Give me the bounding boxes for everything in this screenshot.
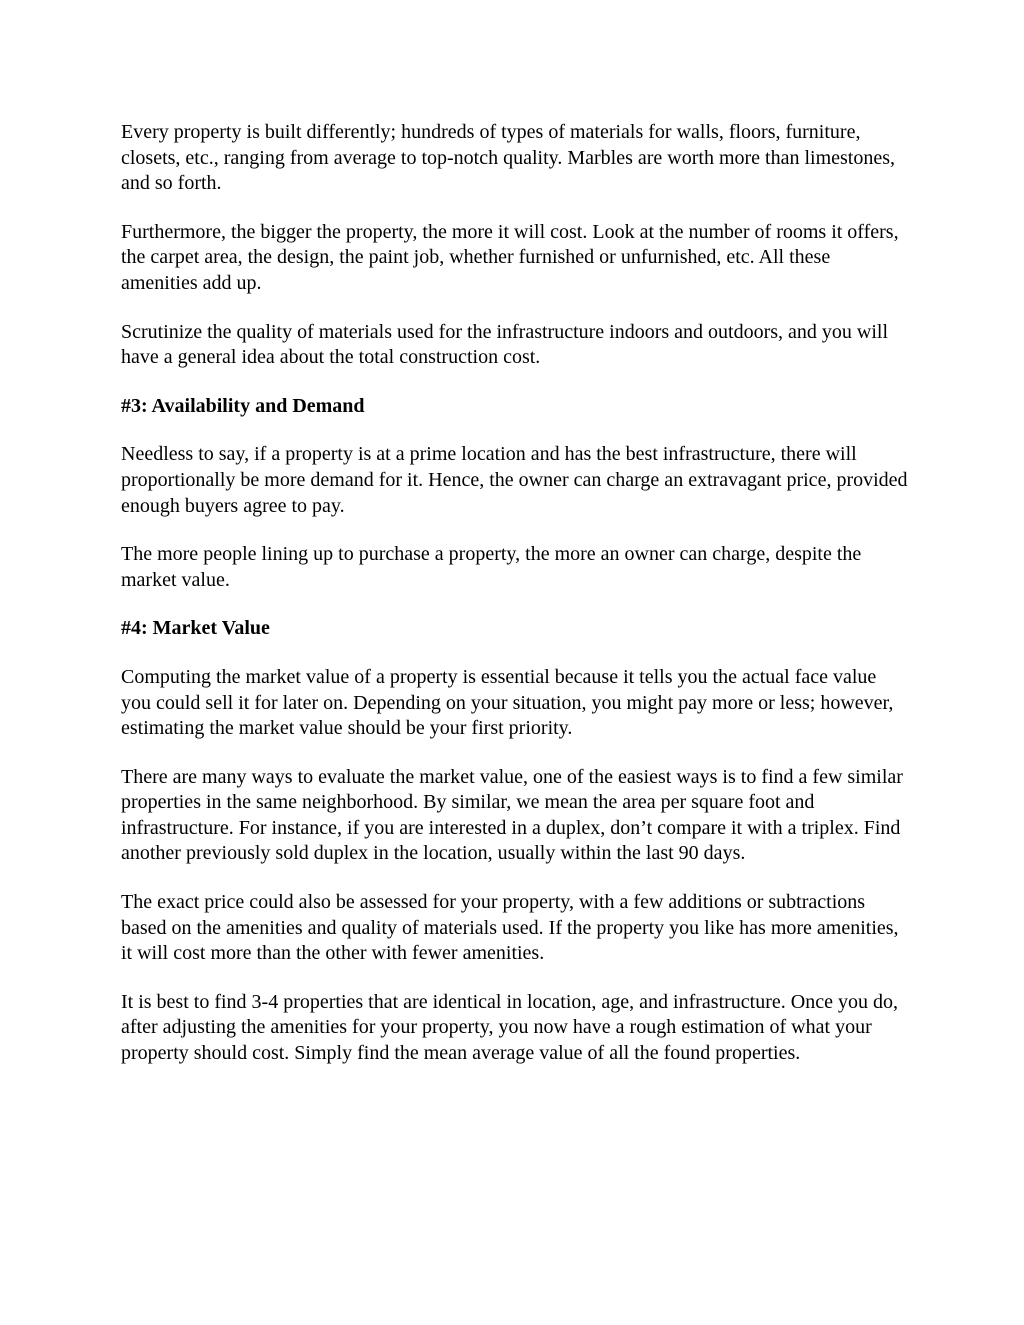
paragraph-prime-location: Needless to say, if a property is at a prime location and has the best infrastructure, there will proportionally be more demand for it. Hence, the owner can charge an extravagant price, provided enough buyers agree to pay. xyxy=(121,443,908,517)
paragraph-property-size: Furthermore, the bigger the property, the more it will cost. Look at the number of rooms it offers, the carpet area, the design, the paint job, whether furnished or unfurnished, etc. All these amenities add up. xyxy=(121,220,899,294)
paragraph-scrutinize-quality: Scrutinize the quality of materials used for the infrastructure indoors and outdoors, and you will have a general idea about the total construction cost. xyxy=(121,320,889,369)
paragraph-exact-price: The exact price could also be assessed for your property, with a few additions or subtractions based on the amenities and quality of materials used. If the property you like has more amenities, it will cost more than the other with fewer amenities. xyxy=(121,891,899,965)
paragraph-materials: Every property is built differently; hundreds of types of materials for walls, floors, furniture, closets, etc., ranging from average to top-notch quality. Marbles are worth more than limestones, and so forth. xyxy=(121,121,896,195)
paragraph-computing-market-value: Computing the market value of a property is essential because it tells you the actual face value you could sell it for later on. Depending on your situation, you might pay more or less; however, estimating the market value should be your first priority. xyxy=(121,665,894,740)
document-body xyxy=(121,120,911,1090)
heading-availability-demand: #3: Availability and Demand xyxy=(121,394,365,417)
paragraph-find-properties: It is best to find 3-4 properties that are identical in location, age, and infrastructure. Once you do, after adjusting the amenities for your property, you now have a rough estimation of what your property should cost. Simply find the mean average value of all the found properties. xyxy=(121,990,898,1065)
heading-market-value: #4: Market Value xyxy=(121,617,270,640)
paragraph-evaluate-market-value: There are many ways to evaluate the market value, one of the easiest ways is to find a few similar properties in the same neighborhood. By similar, we mean the area per square foot and infrastructure. For instance, if you are interested in a duplex, don’t compare it with a triplex. Find another previously sold duplex in the location, usually within the last 90 days. xyxy=(121,765,903,865)
paragraph-buyers-lining-up: The more people lining up to purchase a property, the more an owner can charge, despite the market value. xyxy=(121,543,862,591)
